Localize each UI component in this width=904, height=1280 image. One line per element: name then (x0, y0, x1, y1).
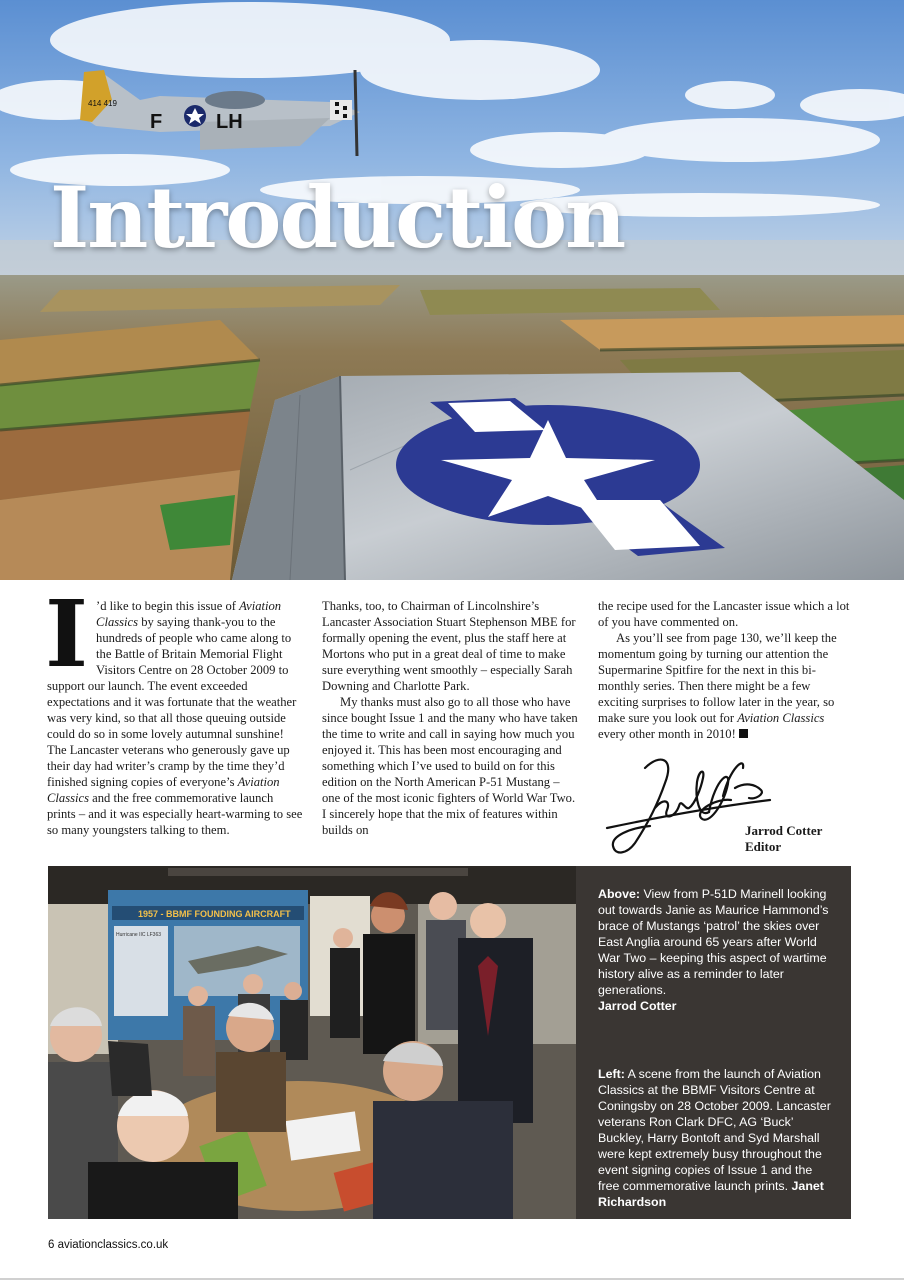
signature-caption (745, 823, 822, 855)
event-photo-illustration (48, 866, 576, 1219)
display-board-heading: 1957 - BBMF FOUNDING AIRCRAFT (138, 909, 291, 919)
display-panel-label: Hurricane IIC LF363 (116, 932, 162, 938)
caption-left-label: Left: (598, 1067, 625, 1081)
editor-name: Jarrod Cotter (745, 823, 823, 838)
article-paragraph-1: ’d like to begin this issue of Aviation Classics by saying thank-you to the hundreds of people who came along to the Battle of Britain Memorial Flight Visitors Centre on 28 October 2009 to support our launch. The event exceeded expectations and it was fortunate that the weather was very kind, so that all those queuing outside could do so in some lovely autumnal sunshine! The Lancaster veterans who generously gave up their day had writer’s cramp by the time they’d finished signing copies of everyone’s Aviation Classics and the free commemorative launch prints – and it was especially heart-warming to see so many youngsters talking to them. (47, 599, 303, 837)
hero-illustration (0, 0, 904, 580)
tail-number: 414 419 (88, 99, 117, 108)
hero-photo (0, 0, 904, 580)
aircraft-code-left: F (150, 111, 163, 133)
italic-title: Aviation Classics (47, 775, 280, 805)
article-column-2 (322, 598, 578, 838)
caption-left-credit: Janet Richardson (598, 1179, 824, 1209)
aircraft-code-right: LH (216, 111, 243, 133)
page-title: Introduction (50, 168, 625, 267)
page-footer: 6 aviationclassics.co.uk (48, 1239, 169, 1251)
italic-title: Aviation Classics (737, 711, 825, 725)
editor-role: Editor (745, 839, 782, 854)
caption-above-label: Above: (598, 887, 640, 901)
article-column-1 (45, 580, 303, 838)
caption-panel (576, 866, 851, 1219)
article-column-3 (598, 598, 854, 742)
article-paragraph-3-continued: the recipe used for the Lancaster issue which a lot of you have commented on. (598, 599, 850, 629)
article-paragraph-2: Thanks, too, to Chairman of Lincolnshire’s Lancaster Association Stuart Stephenson MBE for formally opening the event, plus the staff here at Mortons who put in a great deal of time to make sure everything went smoothly – especially Sarah Downing and Charlotte Park. (322, 599, 576, 693)
end-of-article-mark (739, 729, 748, 738)
article-paragraph-4: As you’ll see from page 130, we’ll keep the momentum going by turning our attention the Supermarine Spitfire for the next in this bi-monthly series. Then there might be a few exciting surprises to follow later in the year, so make sure you look out for Aviation Classics every other month in 2010! (598, 631, 837, 741)
event-photo (48, 866, 576, 1219)
caption-left (598, 1066, 837, 1210)
caption-above-credit: Jarrod Cotter (598, 999, 677, 1013)
caption-left-text: A scene from the launch of Aviation Classics at the BBMF Visitors Centre at Coningsby on 28 October 2009. Lancaster veterans Ron Clark DFC, AG ‘Buck’ Buckley, Harry Bontoft and Syd Marshall were kept extremely busy throughout the event signing copies of Issue 1 and the free commemorative launch prints. (598, 1067, 831, 1193)
caption-above-text: View from P-51D Marinell looking out towards Janie as Maurice Hammond’s brace of Mustangs ‘patrol’ the skies over East Anglia around 65 years after World War Two – keeping this aspect of wartime history alive as a reminder to later generations. (598, 887, 829, 997)
article-paragraph-3: My thanks must also go to all those who have since bought Issue 1 and the many who have taken the time to write and call in saying how much you enjoyed it. This has been most encouraging and something which I’ve used to build on for this edition on the North American P-51 Mustang – one of the most iconic fighters of World War Two. I sincerely hope that the mix of features within builds on (322, 695, 578, 837)
drop-cap: I (45, 580, 89, 688)
caption-above (598, 886, 837, 1036)
italic-title: Aviation Classics (96, 599, 282, 629)
